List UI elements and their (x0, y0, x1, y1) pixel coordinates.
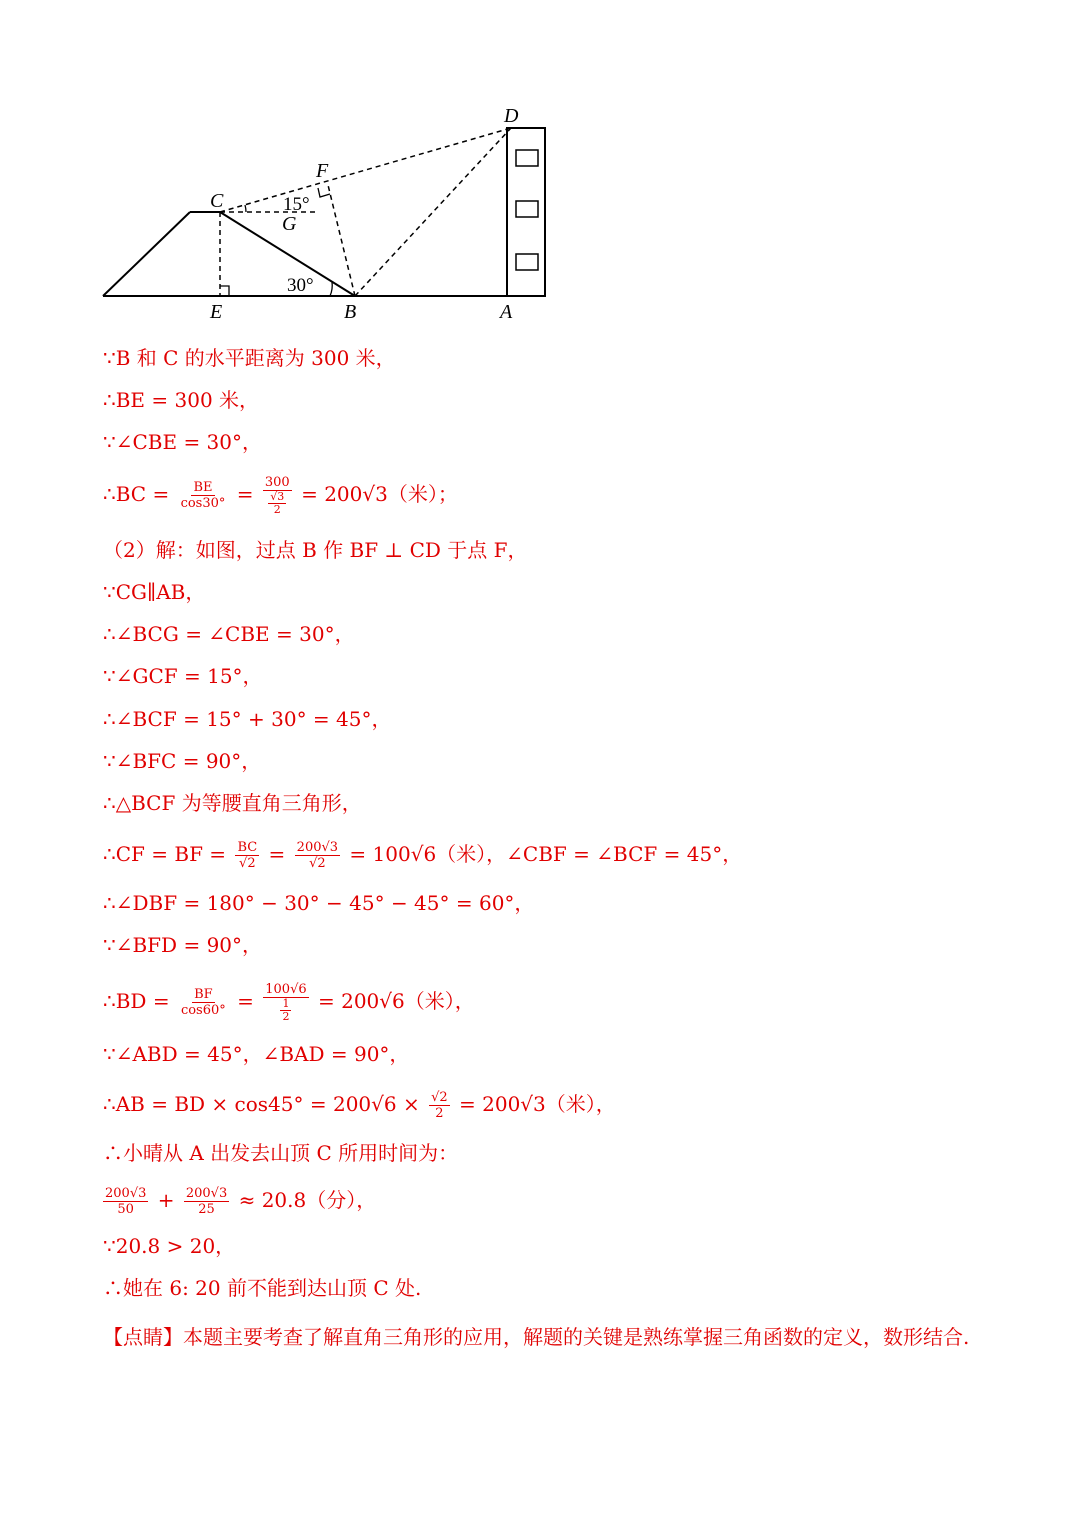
line-12: ∴CF = BF = $\frac{BC}{√2}$ = $\frac{200√3}{√2}$ = 100√6（米），∠CBF = ∠BCF = 45°， (103, 840, 743, 871)
building (507, 128, 545, 296)
right-angle-e (220, 286, 229, 296)
fraction: $\frac{√2}{2}$ (431, 1090, 448, 1121)
label-d: D (504, 105, 519, 127)
window-2 (516, 201, 538, 217)
fraction: $\frac{200√3}{25}$ (185, 1186, 228, 1217)
angle-30-label: 30° (287, 275, 314, 296)
fraction: $\frac{BF}{\cos 60^\circ}$ (180, 987, 226, 1018)
line-1: ∵B 和 C 的水平距离为 300 米， (103, 346, 396, 370)
fraction: $\frac{BE}{\cos 30^\circ}$ (180, 480, 226, 511)
line-17: ∴AB = BD × cos45° = 200√6 × $\frac{√2}{2}$ = 200√3（米）， (103, 1090, 616, 1121)
fraction: $\frac{BC}{√2}$ (237, 840, 258, 871)
note-text: 本题主要考查了解直角三角形的应用，解题的关键是熟练掌握三角函数的定义，数形结合. (183, 1325, 970, 1349)
fraction: $\frac{100√6}{\frac{1}{2}}$ (265, 982, 307, 1023)
label-f: F (316, 160, 329, 182)
label-e: E (210, 301, 223, 323)
line-6: ∵CG∥AB， (103, 580, 206, 604)
line-2: ∴BE = 300 米， (103, 388, 260, 412)
line-10: ∵∠BFC = 90°， (103, 749, 262, 773)
line-4: ∴BC = $\frac{BE}{\cos 30^\circ}$ = $\frac{300}{\frac{√3}{2}}$ = 200√3（米）； (103, 475, 458, 516)
note-tag: 【点睛】 (103, 1325, 183, 1349)
line-8: ∵∠GCF = 15°， (103, 664, 263, 688)
line-14: ∵∠BFD = 90°， (103, 933, 263, 957)
fraction: $\frac{300}{\frac{√3}{2}}$ (264, 475, 290, 516)
angle-15-label: 15° (283, 194, 310, 215)
segment-bf (328, 185, 355, 296)
line-3: ∵∠CBE = 30°， (103, 430, 263, 454)
slope-left (103, 212, 190, 296)
fraction: $\frac{200√3}{50}$ (105, 1186, 147, 1217)
line-21: ∴她在 6: 20 前不能到达山顶 C 处. (103, 1276, 422, 1300)
segment-cd (220, 128, 511, 212)
line-7: ∴∠BCG = ∠CBE = 30°， (103, 622, 355, 646)
angle-arc-b (330, 282, 332, 296)
line-5: （2）解：如图，过点 B 作 BF ⊥ CD 于点 F， (103, 538, 528, 562)
window-1 (516, 150, 538, 166)
key-point-note (103, 1316, 983, 1358)
label-c: C (210, 190, 224, 212)
right-angle-f (318, 188, 330, 197)
label-a: A (500, 301, 513, 323)
line-20: ∵20.8 > 20， (103, 1234, 236, 1258)
line-16: ∵∠ABD = 45°，∠BAD = 90°， (103, 1042, 410, 1066)
label-g: G (282, 213, 297, 235)
line-18: ∴小晴从 A 出发去山顶 C 所用时间为： (103, 1141, 459, 1165)
label-b: B (344, 301, 357, 323)
segment-bd (355, 128, 511, 296)
geometry-figure (95, 95, 565, 330)
line-11: ∴△BCF 为等腰直角三角形， (103, 791, 362, 815)
line-9: ∴∠BCF = 15° + 30° = 45°， (103, 707, 392, 731)
fraction: $\frac{200√3}{√2}$ (296, 840, 339, 871)
angle-arc-c (245, 205, 246, 212)
line-19: $\frac{200√3}{50}$ + $\frac{200√3}{25}$ ≈ 20.8（分）， (105, 1186, 377, 1217)
line-13: ∴∠DBF = 180° − 30° − 45° − 45° = 60°， (103, 891, 535, 915)
window-3 (516, 254, 538, 270)
line-15: ∴BD = $\frac{BF}{\cos 60^\circ}$ = $\frac{100√6}{\frac{1}{2}}$ = 200√6（米）， (103, 982, 475, 1023)
